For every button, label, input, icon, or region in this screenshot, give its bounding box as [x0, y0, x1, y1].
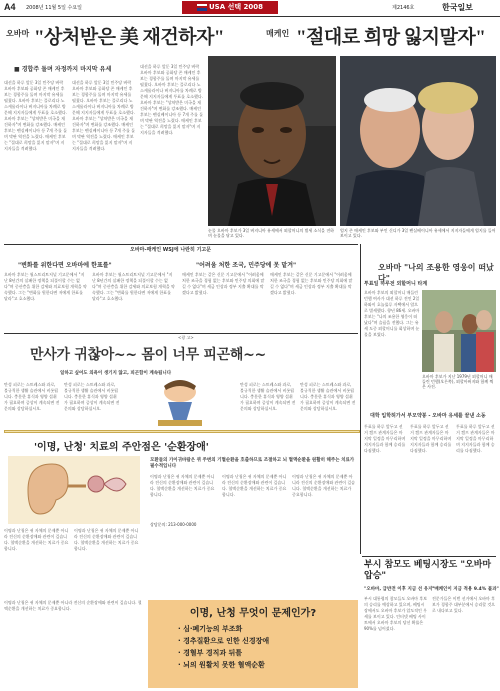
bush-article-body-1: 부시 대통령의 참모들도 오바마 후보의 승리를 예상하고 있으며, 베팅시장에서도 오바마 후보가 압도적인 우세를 보이고 있다. 인터넷 베팅 사이트에서 오바마 후보의 당선 확률은 90%를 넘어섰다.	[364, 596, 428, 631]
us-flag-icon	[197, 4, 207, 11]
ad-separator	[4, 430, 360, 433]
family-photo-caption: 오바마 후보가 지난 1979년 외할머니 매들린 던햄(오른쪽), 외할아버지와 함께 찍은 사진.	[422, 374, 494, 389]
mccain-quote: "절대로 희망 잃지말자"	[296, 27, 486, 48]
ad-body2-col1: 이명과 난청은 귀 자체의 문제뿐 아니라 전신의 순환장애와 관련이 깊습니다. 혈액순환을 개선하는 치료가 중요합니다.	[4, 528, 69, 551]
grandmother-article-body2-col3: 투표를 하루 앞두고 선거 캠프 관계자들은 마지막 일정을 마무리하며 지지자들과 함께 승리를 다짐했다.	[456, 424, 495, 453]
list-item: · 뇌의 원활치 못한 혈액순환	[178, 661, 265, 669]
left-article-subhead: ■ 경합주 돌며 자정까지 마지막 유세	[14, 66, 112, 73]
ad-symptom-box	[148, 600, 358, 688]
grandmother-article-subhead2: 대학 입학허가서 부모약봉 - 오바마 유세를 끝낸 소동	[370, 413, 486, 419]
ad-body-2: 만성 피로는 스트레스와 과로, 불규칙한 생활 습관에서 비롯됩니다. 충분한 휴식과 영양 섭취가 필요하며 증상이 계속되면 전문의와 상담하십시오.	[64, 382, 120, 411]
bush-article-title: 부시 참모도 베팅시장도 "오바마 압승"	[364, 560, 492, 581]
left-article-body-col3: 대선을 하루 앞둔 3일 민주당 버락 오바마 후보와 공화당 존 매케인 후보는 경합주를 돌며 마지막 유세를 펼쳤다. 오바마 후보는 플로리다 노스캐롤라이나 버지니아를 차례로 방문해 지지자들에게 투표를 호소했다. 오바마 후보는 "상처받은 미국을 재건하자"며 변화를 강조했다. 매케인 후보는 펜실베이니아 등 7개 주를 돌며 막판 역전을 노렸다. 매케인 후보는 "절대로 희망을 잃지 말자"며 지지자들을 격려했다.	[140, 64, 204, 135]
obama-column-title: "변화를 위한다면 오바마에 한표를"	[18, 262, 112, 269]
bush-article-sub2: "매케인이 지금 적용 9.4% 불과"	[432, 587, 499, 592]
ad-divider	[4, 333, 358, 334]
grandmother-article-subhead: 투표일 하루전 외할머니 타계	[364, 281, 428, 287]
issue-number: 제2146호	[392, 5, 415, 11]
page-header	[0, 0, 500, 17]
ad-body-1: 만성 피로는 스트레스와 과로, 불규칙한 생활 습관에서 비롯됩니다. 충분한 휴식과 영양 섭취가 필요하며 증상이 계속되면 전문의와 상담하십시오.	[4, 382, 60, 411]
list-item: · 심·폐기능의 부조화	[178, 625, 243, 633]
divider	[4, 244, 358, 245]
page-number: A4	[4, 2, 16, 12]
ad-contact: 상담문의: 213-000-0000	[150, 522, 197, 527]
issue-date: 2008년 11월 5일 수요일	[26, 5, 83, 11]
left-article-body-col1: 대선을 하루 앞둔 3일 민주당 버락 오바마 후보와 공화당 존 매케인 후보는 경합주를 돌며 마지막 유세를 펼쳤다. 오바마 후보는 플로리다 노스캐롤라이나 버지니아를 차례로 방문해 지지자들에게 투표를 호소했다. 오바마 후보는 "상처받은 미국을 재건하자"며 변화를 강조했다. 매케인 후보는 펜실베이니아 등 7개 주를 돌며 막판 역전을 노렸다. 매케인 후보는 "절대로 희망을 잃지 말자"며 지지자들을 격려했다.	[4, 80, 68, 151]
bush-article-body-2: 전문가들은 이번 선거에서 오바마 후보가 경합주 대부분에서 승리할 것으로 내다보고 있다.	[432, 596, 496, 613]
ad-body2-col2: 이명과 난청은 귀 자체의 문제뿐 아니라 전신의 순환장애와 관련이 깊습니다. 혈액순환을 개선하는 치료가 중요합니다.	[74, 528, 139, 551]
left-article-body-col2: 대선을 하루 앞둔 3일 민주당 버락 오바마 후보와 공화당 존 매케인 후보는 경합주를 돌며 마지막 유세를 펼쳤다. 오바마 후보는 플로리다 노스캐롤라이나 버지니아를 차례로 방문해 지지자들에게 투표를 호소했다. 오바마 후보는 "상처받은 미국을 재건하자"며 변화를 강조했다. 매케인 후보는 펜실베이니아 등 7개 주를 돌며 막판 역전을 노렸다. 매케인 후보는 "절대로 희망을 잃지 말자"며 지지자들을 격려했다.	[72, 80, 136, 151]
mccain-column-body-1: 매케인 후보는 같은 신문 기고문에서 "어려움에 처한 조국을 경험 없는 후보와 민주당 의회에 맡길 수 없다"며 세금 인상과 정부 지출 확대를 막겠다고 밝혔다.	[182, 272, 265, 295]
ad-body2-bottom: 이명과 난청은 귀 자체의 문제뿐 아니라 전신의 순환장애와 관련이 깊습니다. 혈액순환을 개선하는 치료가 중요합니다.	[4, 600, 142, 611]
ad-tag: <광 고>	[178, 335, 194, 340]
obama-column-body-2: 오바마 후보는 월스트리트저널 기고문에서 "지난 8년간의 실패한 정책을 되풀이할 수는 없다"며 중산층을 위한 감세와 의료보험 개혁을 약속했다. 그는 "변화를 원한다면 저에게 한표를 달라"고 호소했다.	[92, 272, 175, 301]
obama-column-body-1: 오바마 후보는 월스트리트저널 기고문에서 "지난 8년간의 실패한 정책을 되풀이할 수는 없다"며 중산층을 위한 감세와 의료보험 개혁을 약속했다. 그는 "변화를 원한다면 저에게 한표를 달라"고 호소했다.	[4, 272, 87, 301]
ad-body2-col5: 이명과 난청은 귀 자체의 문제뿐 아니라 전신의 순환장애와 관련이 깊습니다. 혈액순환을 개선하는 치료가 중요합니다.	[292, 474, 356, 497]
grandmother-article-title: 오바마 "나의 조용한 영웅이 떠났다"	[378, 263, 494, 283]
obama-label: 오바마	[6, 29, 30, 38]
bush-article-sub1: "오바마, 급반전 이후 지금 선 유지"	[364, 587, 435, 592]
ear-anatomy-illustration	[8, 456, 140, 524]
ad-body-3: 만성 피로는 스트레스와 과로, 불규칙한 생활 습관에서 비롯됩니다. 충분한 휴식과 영양 섭취가 필요하며 증상이 계속되면 전문의와 상담하십시오.	[240, 382, 296, 411]
family-photo	[422, 290, 496, 372]
bush-divider	[362, 556, 496, 557]
ad-body-4: 만성 피로는 스트레스와 과로, 불규칙한 생활 습관에서 비롯됩니다. 충분한 휴식과 영양 섭취가 필요하며 증상이 계속되면 전문의와 상담하십시오.	[300, 382, 356, 411]
ad-symptom-list	[178, 623, 358, 671]
mccain-photo-caption: 엄지 존 매케인 후보와 부인 신디가 3일 펜실베이니아 유세에서 지지자들에게 엄지를 들어 보이고 있다.	[340, 228, 496, 238]
list-item: · 경혈부 경직과 뒤틀	[178, 649, 243, 657]
ad-body2-col4: 이명과 난청은 귀 자체의 문제뿐 아니라 전신의 순환장애와 관련이 깊습니다. 혈액순환을 개선하는 치료가 중요합니다.	[222, 474, 287, 497]
section-banner: USA 선택 2008	[182, 1, 278, 14]
grandmother-article-body2-col1: 투표를 하루 앞두고 선거 캠프 관계자들은 마지막 일정을 마무리하며 지지자들과 함께 승리를 다짐했다.	[364, 424, 406, 453]
main-headline	[4, 20, 496, 50]
mccain-column-title: "어려움 처한 조국, 민주당에 못 맡겨"	[196, 262, 297, 269]
mccain-column-body-2: 매케인 후보는 같은 신문 기고문에서 "어려움에 처한 조국을 경험 없는 후보와 민주당 의회에 맡길 수 없다"며 세금 인상과 정부 지출 확대를 막겠다고 밝혔다.	[270, 272, 353, 295]
newspaper-name: 한국일보	[442, 3, 473, 12]
obama-photo	[208, 56, 336, 226]
ad-headline-2: '이명, 난청' 치료의 주안점은 '순환장애'	[34, 442, 209, 453]
column-divider	[360, 244, 361, 554]
ad-body2-col3: 이명과 난청은 귀 자체의 문제뿐 아니라 전신의 순환장애와 관련이 깊습니다. 혈액순환을 개선하는 치료가 중요합니다.	[150, 474, 215, 497]
obama-quote: "상처받은 美 재건하자"	[34, 27, 224, 48]
list-item: · 경추질환으로 인한 신경장애	[178, 637, 270, 645]
wsj-strip-label: 오바마-매케인 WSJ에 나란히 기고문	[130, 247, 212, 253]
grandmother-article-body: 오바마 후보의 외할머니 매들린 던햄 여사가 대선 하루 전인 2일 하와이 호놀룰루 자택에서 암으로 별세했다. 향년 86세. 오바마 후보는 "나의 조용한 영웅이 떠났다"며 슬픔을 전했다. 그는 유세 도중 외할머니를 회상하며 눈물을 보였다.	[364, 290, 420, 337]
obama-photo-caption: 눈물 오바마 후보가 3일 버지니아 유세에서 외할머니의 별세 소식을 전하며 눈물을 닦고 있다.	[208, 228, 335, 238]
tired-person-illustration	[124, 378, 236, 428]
ad-box-title: 이명, 난청 무엇이 문제인가?	[189, 608, 317, 619]
ad-subheadline-2: 모환들의 가이귀바람은 퀴 주변의 기혈순환을 호출하므로 조절하고 뇌 혈액순환을 원활히 해주는 치료가 필수적입니다	[150, 458, 355, 469]
ad-headline: 만사가 귀찮아~~ 몸이 너무 피곤해~~	[30, 347, 266, 363]
mccain-photo	[340, 56, 496, 226]
grandmother-article-body2-col2: 투표를 하루 앞두고 선거 캠프 관계자들은 마지막 일정을 마무리하며 지지자들과 함께 승리를 다짐했다.	[410, 424, 452, 453]
ad-subheadline: 일하고 싶어도 의욕이 생기지 않고, 피곤함이 계속됩니다	[60, 371, 172, 376]
mccain-label: 매케인	[266, 29, 290, 38]
